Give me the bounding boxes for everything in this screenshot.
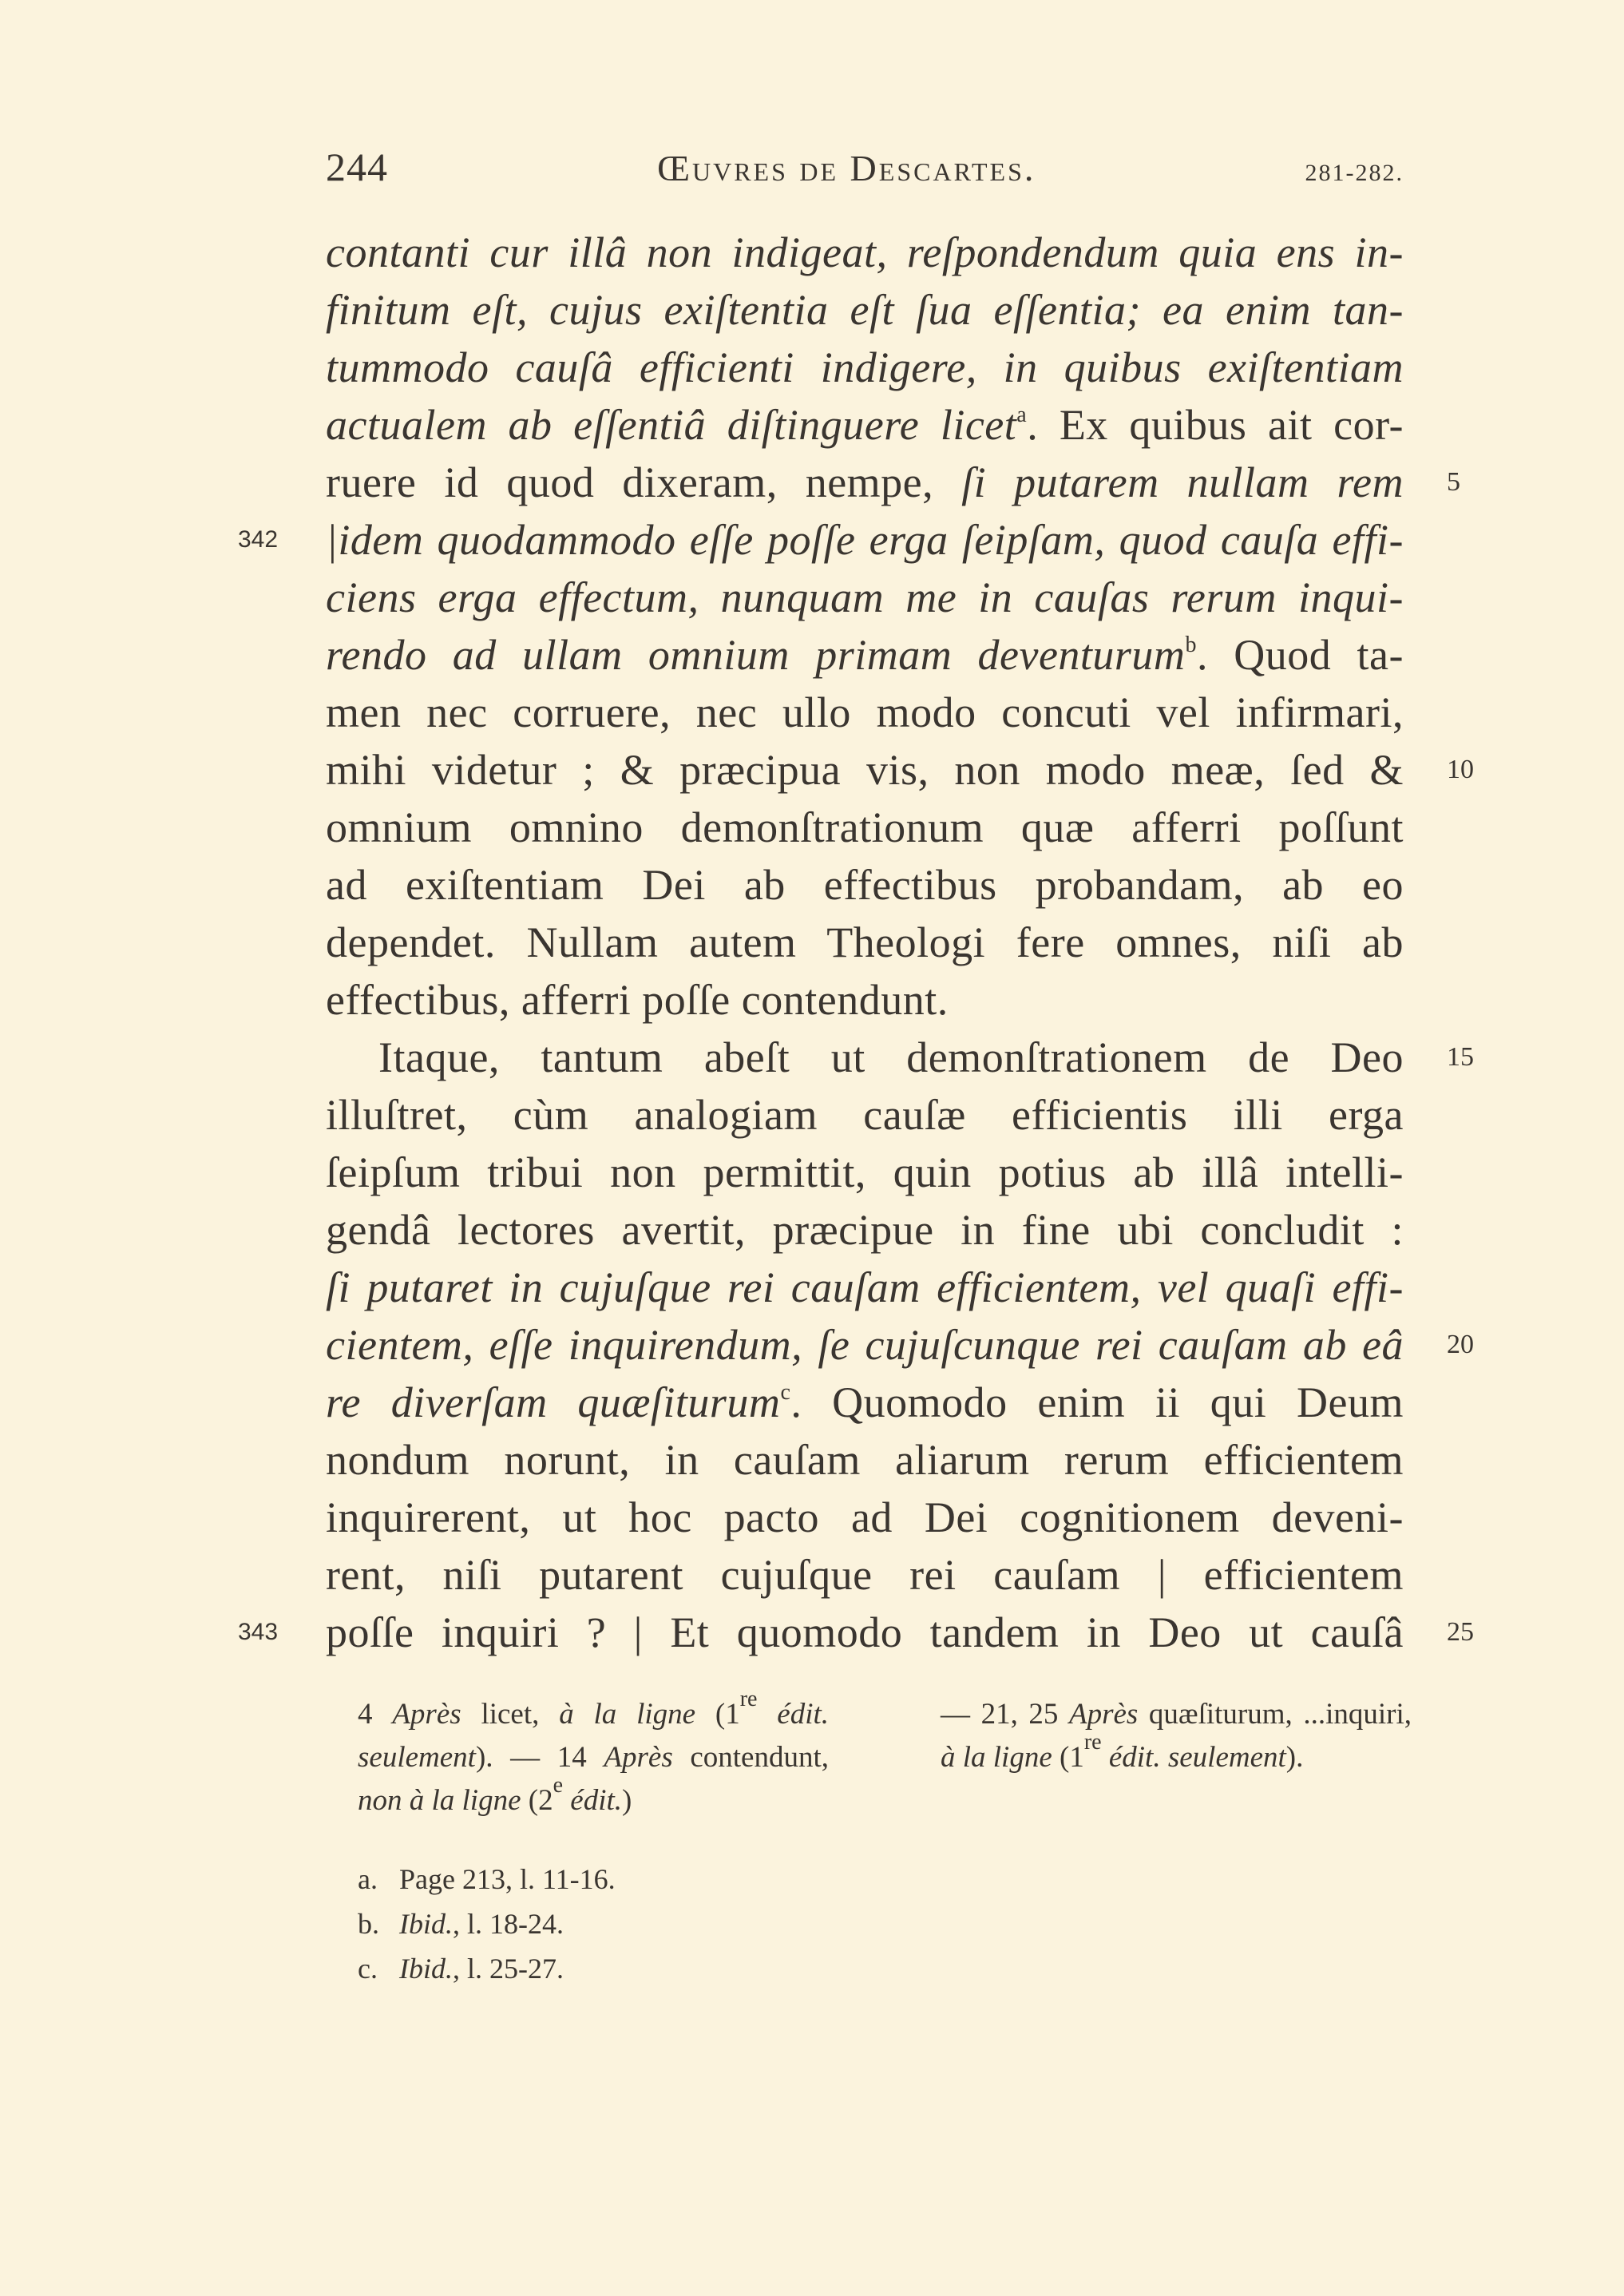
italic-text: édit. seulement: [1101, 1741, 1286, 1774]
text-line: [326, 626, 1404, 684]
italic-text: à la ligne: [559, 1698, 696, 1731]
page-range: 281-282.: [1305, 160, 1404, 186]
text-line: [326, 1431, 1404, 1489]
roman-text: , l. 18-24.: [453, 1908, 564, 1940]
italic-text: Ibid.: [399, 1953, 453, 1985]
text-line: [326, 1546, 1404, 1604]
note-reference: a: [1016, 402, 1028, 427]
text-line: [326, 1374, 1404, 1431]
note-reference: e: [553, 1773, 564, 1798]
roman-text: ruere id quod dixeram, nempe,: [326, 458, 962, 506]
text-line: [326, 1259, 1404, 1316]
italic-text: contanti cur illâ non indigeat, reſpondendum quia ens in-: [326, 228, 1404, 276]
roman-text: ad exiſtentiam Dei ab effectibus probandam, ab eo: [326, 861, 1404, 909]
italic-text: actualem ab eſſentiâ diſtinguere licet: [326, 401, 1017, 449]
roman-text: 4: [358, 1698, 393, 1731]
text-line: [326, 339, 1404, 396]
edition-page-ref: 342: [238, 526, 279, 553]
roman-text: ſeipſum tribui non permittit, quin potius ab illâ intelli-: [326, 1148, 1404, 1196]
line-number: 25: [1447, 1617, 1474, 1647]
roman-text: . Quod ta-: [1196, 631, 1404, 679]
text-line: [326, 1201, 1404, 1259]
text-line: [326, 1489, 1404, 1546]
line-number: 10: [1447, 755, 1474, 784]
text-line: [326, 454, 1404, 511]
note-reference: re: [1083, 1730, 1102, 1755]
italic-text: édit. seulement: [358, 1698, 830, 1774]
italic-text: tummodo cauſâ efficienti indigere, in quibus exiſtentiam: [326, 343, 1404, 391]
apparatus-right-column: [941, 1693, 1412, 1822]
running-title: Œuvres de Descartes.: [657, 148, 1036, 188]
roman-text: ): [622, 1784, 632, 1817]
footnote: [358, 1946, 616, 1991]
footnote: [358, 1857, 616, 1901]
italic-text: à la ligne: [941, 1741, 1052, 1774]
footnotes: [358, 1857, 616, 1991]
roman-text: effectibus, afferri poſſe contendunt.: [326, 976, 949, 1024]
roman-text: — 21, 25: [941, 1698, 1069, 1731]
roman-text: gendâ lectores avertit, præcipue in fine ubi concludit :: [326, 1206, 1404, 1254]
text-line: [326, 856, 1404, 914]
page-number: 244: [326, 145, 388, 189]
text-line: [326, 1086, 1404, 1144]
roman-text: men nec corruere, nec ullo modo concuti vel infirmari,: [326, 688, 1404, 736]
text-line: [326, 281, 1404, 339]
roman-text: poſſe inquiri ? | Et quomodo tandem in Deo ut cauſâ: [326, 1608, 1404, 1656]
edition-page-ref: 343: [238, 1619, 279, 1645]
text-line: [326, 741, 1404, 799]
text-line: [326, 1029, 1404, 1086]
italic-text: |idem quodammodo eſſe poſſe erga ſeipſam, quod cauſa effi-: [326, 516, 1404, 564]
text-line: [326, 684, 1404, 741]
roman-text: omnium omnino demonſtrationum quæ afferri poſſunt: [326, 803, 1404, 851]
roman-text: nondum norunt, in cauſam aliarum rerum efficientem: [326, 1436, 1404, 1484]
italic-text: Ibid.: [399, 1908, 453, 1940]
roman-text: dependet. Nullam autem Theologi fere omnes, niſi ab: [326, 918, 1404, 966]
note-reference: re: [739, 1687, 758, 1711]
text-line: [326, 1144, 1404, 1201]
text-line: [326, 511, 1404, 569]
text-line: [326, 1604, 1404, 1661]
footnote-mark: b.: [358, 1908, 379, 1940]
italic-text: Après: [1068, 1698, 1139, 1731]
apparatus-left-column: [358, 1687, 830, 1822]
roman-text: Page 213, l. 11-16.: [399, 1863, 616, 1895]
roman-text: , l. 25-27.: [453, 1953, 564, 1985]
roman-text: illuſtret, cùm analogiam cauſæ efficientis illi erga: [326, 1091, 1404, 1139]
line-number: 5: [1447, 467, 1460, 497]
text-line: [326, 799, 1404, 856]
roman-text: (2: [521, 1784, 553, 1817]
italic-text: cientem, eſſe inquirendum, ſe cujuſcunque rei cauſam ab eâ: [326, 1321, 1404, 1369]
roman-text: ).: [1285, 1741, 1304, 1774]
line-number: 15: [1447, 1042, 1474, 1072]
italic-text: Après: [392, 1698, 461, 1731]
critical-apparatus: [358, 1687, 1412, 1822]
note-reference: b: [1185, 632, 1197, 657]
italic-text: rendo ad ullam omnium primam deventurum: [326, 631, 1186, 679]
roman-text: rent, niſi putarent cujuſque rei cauſam | efficientem: [326, 1551, 1404, 1599]
roman-text: inquirerent, ut hoc pacto ad Dei cognitionem deveni-: [326, 1493, 1404, 1541]
footnote: [358, 1901, 616, 1946]
roman-text: quæſiturum, ...inquiri,: [1138, 1698, 1412, 1731]
italic-text: Après: [604, 1741, 673, 1774]
italic-text: non à la ligne: [358, 1784, 521, 1817]
roman-text: (1: [695, 1698, 740, 1731]
text-line: [326, 224, 1404, 281]
roman-text: . Quomodo enim ii qui Deum: [790, 1378, 1404, 1426]
text-line: [326, 971, 1404, 1029]
roman-text: licet,: [461, 1698, 560, 1731]
footnote-mark: c.: [358, 1953, 378, 1985]
italic-text: ſi putaret in cujuſque rei cauſam efficientem, vel quaſi effi-: [326, 1263, 1404, 1311]
roman-text: ). — 14: [475, 1741, 604, 1774]
text-line: [326, 1316, 1404, 1374]
italic-text: édit.: [563, 1784, 623, 1817]
running-head: [326, 144, 1404, 200]
note-reference: c: [780, 1380, 791, 1405]
italic-text: ſi putarem nullam rem: [961, 458, 1404, 506]
line-number: 20: [1447, 1330, 1474, 1359]
italic-text: ciens erga effectum, nunquam me in cauſas rerum inqui-: [326, 573, 1404, 621]
text-line: [326, 569, 1404, 626]
italic-text: finitum eſt, cujus exiſtentia eſt ſua eſſentia; ea enim tan-: [326, 286, 1404, 334]
roman-text: (1: [1052, 1741, 1084, 1774]
roman-text: mihi videtur ; & præcipua vis, non modo meæ, ſed &: [326, 746, 1404, 794]
roman-text: . Ex quibus ait cor-: [1027, 401, 1404, 449]
text-line: [326, 396, 1404, 454]
roman-text: contendunt,: [672, 1741, 829, 1774]
text-line: [326, 914, 1404, 971]
footnote-mark: a.: [358, 1863, 378, 1895]
italic-text: re diverſam quæſiturum: [326, 1378, 781, 1426]
roman-text: Itaque, tantum abeſt ut demonſtrationem de Deo: [378, 1033, 1404, 1081]
